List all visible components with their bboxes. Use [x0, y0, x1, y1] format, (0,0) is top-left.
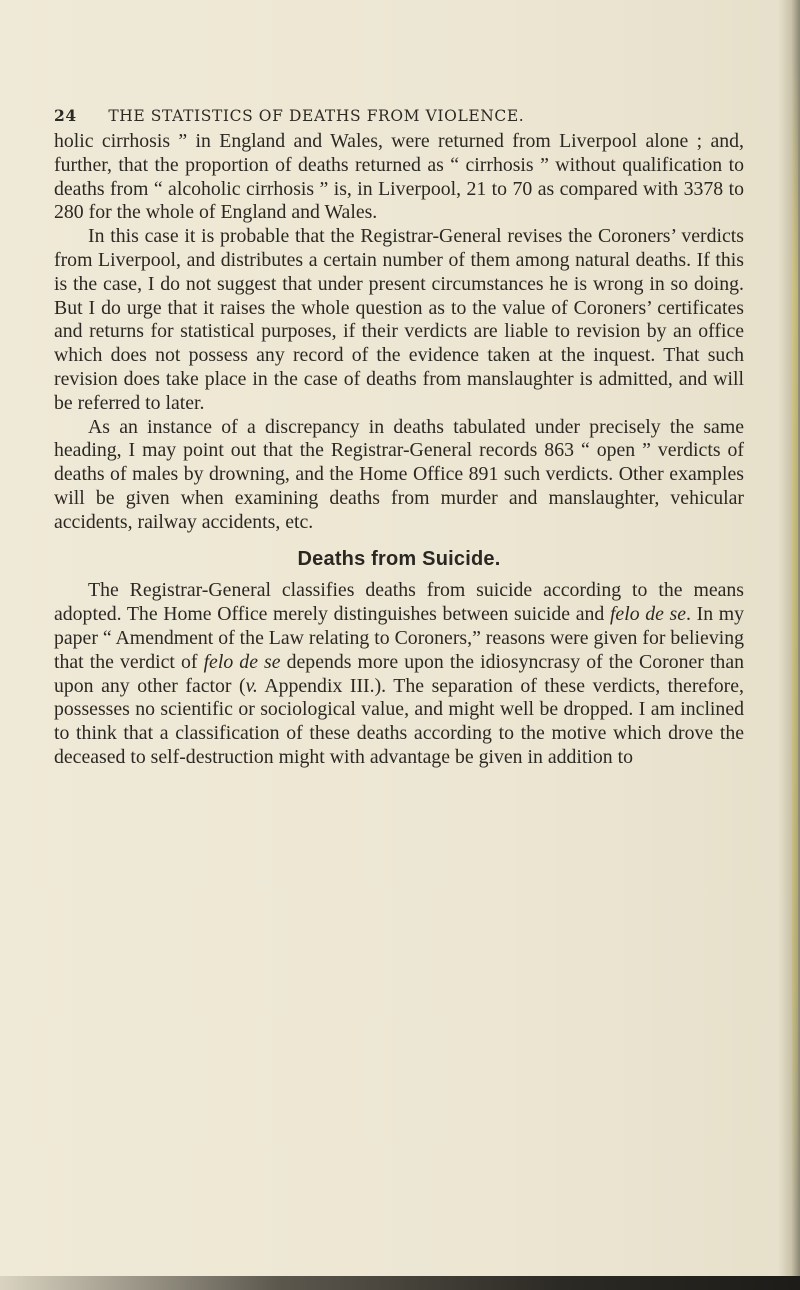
running-title: THE STATISTICS OF DEATHS FROM VIOLENCE. [108, 107, 525, 125]
running-header [54, 106, 744, 125]
paragraph-4 [54, 579, 744, 769]
paragraph-4-part-a: The Registrar-General classifies deaths from suicide according to the means adopted. The Home Office merely distinguishes between suicide and [54, 579, 744, 626]
body-text [54, 130, 744, 770]
paragraph-2: In this case it is probable that the Registrar-General revises the Coroners’ verdicts from Liverpool, and distributes a certain number of them among natural deaths. If this is the case, I do not suggest that under present circumstances he is wrong in so doing. But I do urge that it raises the whole question as to the value of Coroners’ certificates and returns for statistical purposes, if their verdicts are liable to revision by an office which does not possess any record of the evidence taken at the inquest. That such revision does take place in the case of deaths from manslaughter is admitted, and will be referred to later. [54, 225, 744, 414]
paragraph-3: As an instance of a discrepancy in deaths tabulated under precisely the same heading, I may point out that the Registrar-General records 863 “ open ” verdicts of deaths of males by drowning, and the Home Office 891 such verdicts. Other examples will be given when examining deaths from murder and manslaughter, vehicular accidents, railway accidents, etc. [54, 415, 744, 533]
felo-de-se-term: felo de se [609, 603, 687, 626]
bottom-edge [0, 1276, 800, 1290]
paragraph-4-part-b: . In my paper “ Amendment of the Law relating to Coroners,” reasons were given for believing that the verdict of [54, 603, 745, 673]
page-number: 24 [54, 106, 77, 125]
paragraph-1: holic cirrhosis ” in England and Wales, were returned from Liverpool alone ; and, further, that the proportion of deaths returned as “ cirrhosis ” without qualification to deaths from “ alcoholic cirrhosis ” is, in Liverpool, 21 to 70 as compared with 3378 to 280 for the whole of England and Wales. [54, 130, 744, 224]
felo-de-se-term: felo de se [203, 650, 281, 673]
page-edge-tint [792, 60, 798, 1210]
vide-abbreviation: v. [245, 674, 258, 697]
paragraph-4-part-d: Appendix III.). The separation of these verdicts, therefore, possesses no scientific or sociological value, and might well be dropped. I am inclined to think that a classification of these deaths according to the motive which drove the deceased to self-destruction might with advantage be given in addition to [54, 674, 744, 768]
paragraph-4-part-c: depends more upon the idiosyncrasy of the Coroner than upon any other factor ( [54, 650, 744, 697]
section-heading: Deaths from Suicide. [297, 547, 501, 570]
